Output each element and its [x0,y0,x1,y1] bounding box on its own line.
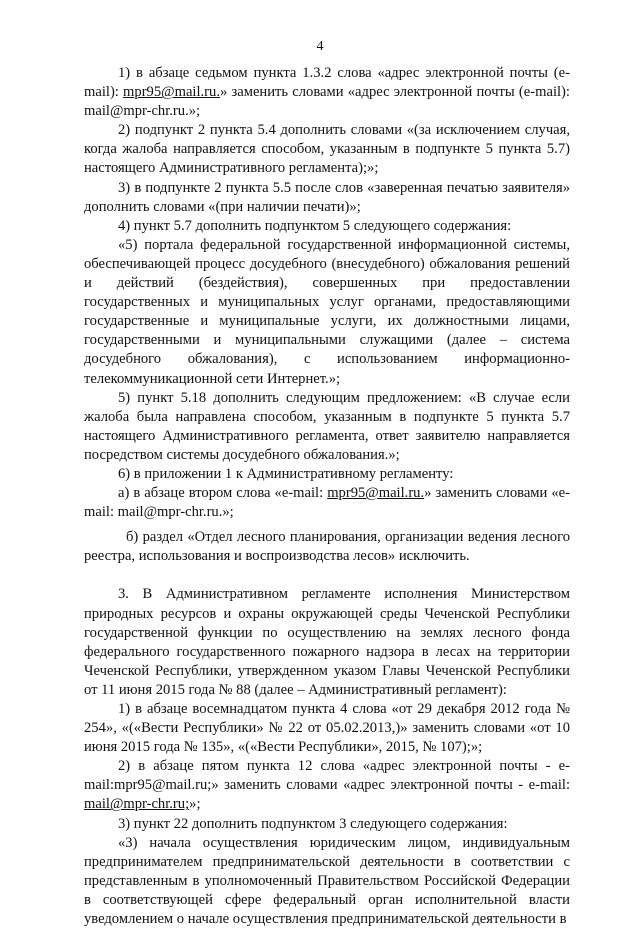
paragraph-amend-5: 5) пункт 5.18 дополнить следующим предложением: «В случае если жалоба была направлена способом, указанным в подпункте 5 пункта 5.7 настоящего Административного регламента, ответ заявителю направляется посредством системы досудебного обжалования.»; [84,389,570,463]
page-number: 4 [316,39,324,54]
paragraph-amend-1 [84,64,570,121]
paragraph-text: 2) в абзаце пятом пункта 12 слова «адрес электронной почты - e-mail:mpr95@mail.ru;» заменить словами «адрес электронной почты - e-mail: [84,758,570,794]
paragraph-amend-4: 4) пункт 5.7 дополнить подпунктом 5 следующего содержания: [118,217,512,234]
email-link[interactable]: mpr95@mail.ru. [123,84,220,101]
paragraph-text: 1) в абзаце седьмом пункта 1.3.2 слова «адрес электронной почты (e-mail): [84,65,570,101]
paragraph-text: а) в абзаце втором слова «e-mail: [118,485,328,502]
paragraph-text: »; [189,796,201,813]
paragraph-portal: «5) портала федеральной государственной информационной системы, обеспечивающей процесс досудебного (внесудебного) обжалования решений и действий (бездействия), совершенных при предоставлении государственных и муниципальных услуг органами, предоставляющими государственные и муниципальные услуги, их должностными лицами, государственными и муниципальными служащими (далее – система досудебного обжалования), с использованием информационно-телекоммуникационной сети Интернет.»; [84,236,570,387]
paragraph-s3-amend-2 [84,757,570,814]
email-link[interactable]: mail@mpr-chr.ru; [84,796,190,813]
paragraph-amend-6a [84,484,570,522]
paragraph-text: » заменить словами «e-mail: mail@mpr-chr.ru.»; [84,485,570,521]
email-link[interactable]: mpr95@mail.ru. [327,485,425,502]
paragraph-amend-2: 2) подпункт 2 пункта 5.4 дополнить словами «(за исключением случая, когда жалоба направляется способом, указанным в подпункте 5 пункта 5.7) настоящего Административного регламента);»; [84,122,570,177]
paragraph-s3-quote: «3) начала осуществления юридическим лицом, индивидуальным предпринимателем предпринимательской деятельности в соответствии с представленным в уполномоченный Правительством Российской Федерации в соответствующей сфере федеральный орган исполнительной власти уведомлением о начале осуществления предпринимательской деятельности в [84,834,570,928]
paragraph-s3-amend-3: 3) пункт 22 дополнить подпунктом 3 следующего содержания: [118,815,508,832]
paragraph-amend-6: 6) в приложении 1 к Административному регламенту: [118,465,454,482]
paragraph-amend-6b: б) раздел «Отдел лесного планирования, организации ведения лесного реестра, использования и воспроизводства лесов» исключить. [84,529,570,565]
section-3-heading: 3. В Административном регламенте исполнения Министерством природных ресурсов и охраны окружающей среды Чеченской Республики государственной функции по осуществлению на землях лесного фонда федерального государственного пожарного надзора в лесах на территории Чеченской Республики, утвержденном указом Главы Чеченской Республики от 11 июня 2015 года № 88 (далее – Административный регламент): [84,586,570,698]
document-body [84,64,570,929]
paragraph-amend-3: 3) в подпункте 2 пункта 5.5 после слов «заверенная печатью заявителя» дополнить словами «(при наличии печати)»; [84,179,570,215]
paragraph-text: » заменить словами «адрес электронной почты (e-mail): mail@mpr-chr.ru.»; [84,84,570,120]
paragraph-s3-amend-1: 1) в абзаце восемнадцатом пункта 4 слова «от 29 декабря 2012 года № 254», «(«Вести Республики» № 22 от 05.02.2013,)» заменить словами «от 10 июня 2015 года № 135», «(«Вести Республики», 2015, № 107);»; [84,701,570,756]
